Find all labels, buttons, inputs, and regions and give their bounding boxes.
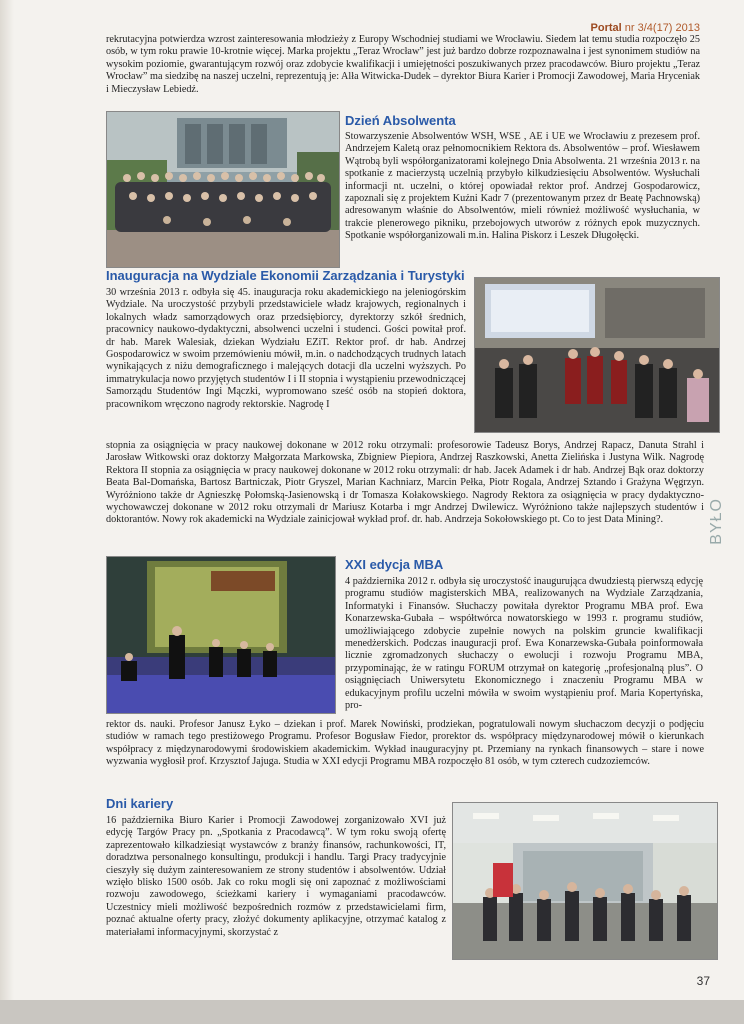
section-side-label: BYŁO (708, 498, 725, 545)
intro-paragraph: rekrutacyjna potwierdza wzrost zainteresowania młodzieży z Europy Wschodniej studiami we Wrocławiu. Siedem lat temu studia rozpoczęło 25 osób, w tym roku prawie 10-krotnie więcej. Marka projektu „Teraz Wrocław” jest już bardzo dobrze rozpoznawalna i jest synonimem studiów na wysokim poziomie, gwarantującym rozwój oraz zdobycie kwalifikacji i umiejętności poszukiwanych przez pracodawców. Biuro projektu „Teraz Wrocław” ma siedzibę na naszej uczelni, reprezentują je: Alła Witwicka-Dudek – dyrektor Biura Karier i Promocji Zawodowej, Maria Hryceniak i Mieczysław Lebiedź. (106, 34, 700, 95)
mba-ceremony-photo (106, 556, 336, 714)
career-days-paragraph: 16 października Biuro Karier i Promocji Zawodowej zorganizowało XVI już edycję Targów Pracy pn. „Spotkania z Pracodawcą”. W tym roku swoją ofertę zaprezentowało kilkadziesiąt wystawców z branży finansów, rachunkowości, IT, doradztwa personalnego konsultingu, produkcji i handlu. Targi Pracy tradycyjnie cieszyły się dużym zainteresowaniem ze strony studentów i absolwentów. Udział wzięło blisko 1500 osób. Jak co roku mogli się oni zapoznać z możliwościami rozwoju zawodowego, ścieżkami kariery i wymaganiami pracodawców. Uczestnicy mieli możliwość bezpośrednich rozmów z przedstawicielami firm, poznać aktualne oferty pracy, złożyć dokumenty aplikacyjne, otrzymać katalog z materiałami informacyjnymi, skorzystać z (106, 815, 446, 938)
section-heading-inauguration: Inauguracja na Wydziale Ekonomii Zarządzania i Turystyki (106, 268, 465, 283)
section-heading-career-days: Dni kariery (106, 796, 174, 811)
inauguration-paragraph-b: stopnia za osiągnięcia w pracy naukowej dokonane w 2012 roku otrzymali: profesorowie Tadeusz Borys, Andrzej Rapacz, Danuta Strahl i Jarosław Witkowski oraz doktorzy Małgorzata Markowska, Zbigniew Piepiora, Andrzej Raszkowski, Anetta Zielińska i Justyna Wilk. Nagrodę Rektora II stopnia za osiągnięcia w pracy naukowej dokonane w 2012 roku otrzymali: dr hab. Jacek Adamek i dr hab. Andrzej Bąk oraz doktorzy Beata Bal-Domańska, Bartosz Bartniczak, Piotr Gryszel, Marian Kachniarz, Marcin Pełka, Piotr Rogala, Andrzej Sztando i Grażyna Węgrzyn. Wyróżniono także dr Agnieszkę Połomską-Jasienowską i dr Tomasza Kołakowskiego. Nagrody Rektora za osiągnięcia w pracy dydaktyczno-wychowawczej dokonane w 2012 roku otrzymali dr Mariusz Kotarba i mgr Andrzej Dwilewicz. Wyróżniono także najlepszych studentów i doktorantów. Nowy rok akademicki na Wydziale zainicjował wykład prof. dr. hab. Andrzeja Sokołowskiego pt. Co to jest Data Mining?. (106, 440, 704, 526)
section-heading-mba: XXI edycja MBA (345, 557, 444, 572)
alumni-group-photo (106, 111, 340, 268)
mba-paragraph-b: rektor ds. nauki. Profesor Janusz Łyko – dziekan i prof. Marek Nowiński, prodziekan, pogratulowali nowym słuchaczom decyzji o podjęciu studiów w ramach tego prestiżowego Programu. Profesor Bogusław Fiedor, prorektor ds. współpracy międzynarodowej mówił o kierunkach współpracy z międzynarodowymi środowiskiem akademickim. Wykład inauguracyjny pt. Przemiany na rynkach finansowych – stare i nowe wyzwania wygłosił prof. Krzysztof Jajuga. Studia w XXI edycji Programu MBA rozpoczęło 81 osób, w tym czterech cudzoziemców. (106, 719, 704, 768)
scan-bottom-band (0, 1000, 744, 1024)
page-number: 37 (696, 974, 710, 988)
page-header (591, 22, 700, 34)
magazine-brand: Portal (590, 22, 622, 34)
page-binding-shadow (0, 0, 14, 1000)
job-fair-photo (452, 802, 718, 960)
issue-number: nr 3/4(17) 2013 (624, 22, 700, 34)
inauguration-hall-photo (474, 277, 720, 433)
inauguration-paragraph-a: 30 września 2013 r. odbyła się 45. inauguracja roku akademickiego na jeleniogórskim Wydziale. Na uroczystość przybyli przedstawiciele władz krajowych, regionalnych i lokalnych władz samorządowych oraz przedsiębiorcy, dyrektorzy szkół średnich, pracownicy naukowo-dydaktyczni, absolwenci uczelni i studenci. Gości powitał prof. dr hab. Marek Walesiak, dziekan Wydziału EZiT. Rektor prof. dr hab. Andrzej Gospodarowicz w swoim przemówieniu mówił, m.in. o nadchodzących trudnych latach wynikających z niżu demograficznego i malejących dotacji dla uczelni wyższych. Po immatrykulacja nowo przyjętych studentów I i II stopnia i wystąpieniu przewodniczącej Samorządu Studentów Ingi Mączki, wypromowano sześć osób na stopień doktora, pracownikom wręczono nagrody rektorskie. Nagrodę I (106, 287, 466, 410)
mba-paragraph-a: 4 października 2012 r. odbyła się uroczystość inaugurująca dwudziestą pierwszą edycję programu studiów magisterskich MBA, realizowanych na Wydziale Zarządzania, Informatyki i Finansów. Słuchaczy powitała dyrektor Programu MBA prof. Ewa Konarzewska-Gubała – współtwórca nowatorskiego w 1993 r. programu studiów, umożliwiającego zdobycie zupełnie nowych na polskim gruncie kwalifikacji menedżerskich. Podczas inauguracji prof. Ewa Konarzewska-Gubała poinformowała licznie zgromadzonych słuchaczy o ewolucji i rozwoju Programu MBA, przypominając, że w ratingu FORUM otrzymał on kategorię „profesjonalną plus”. O osiągnięciach Uniwersytetu Ekonomicznego i znaczeniu Programu MBA w edukacyjnym profilu uczelni mówiła w swoim wystąpieniu prof. Maria Kopertyńska, pro- (345, 576, 703, 712)
section-heading-alumni-day: Dzień Absolwenta (345, 113, 456, 128)
alumni-day-paragraph: Stowarzyszenie Absolwentów WSH, WSE , AE i UE we Wrocławiu z prezesem prof. Andrzejem Kaletą oraz pełnomocnikiem Rektora ds. Absolwentów – prof. Wiesławem Wątrobą byli współorganizatorami kolejnego Dnia Absolwenta. 21 września 2013 r. na spotkanie z macierzystą uczelnią przybyło kilkudziesięciu Absolwentów. Wysłuchali informacji nt. uczelni, o której opowiadał rektor prof. Andrzej Gospodarowicz, zapoznali się z projektem Kuźni Kadr 7 (prezentowanym przez dr Beatę Pachnowską) adresowanym właśnie do Absolwentów, mieli również możliwość wysłuchania, w trakcie plenerowego pikniku, przebojowych utworów z różnych epok muzycznych. Spotkanie współorganizowali m.in. Halina Piskorz i Leszek Długołęcki. (345, 131, 700, 242)
